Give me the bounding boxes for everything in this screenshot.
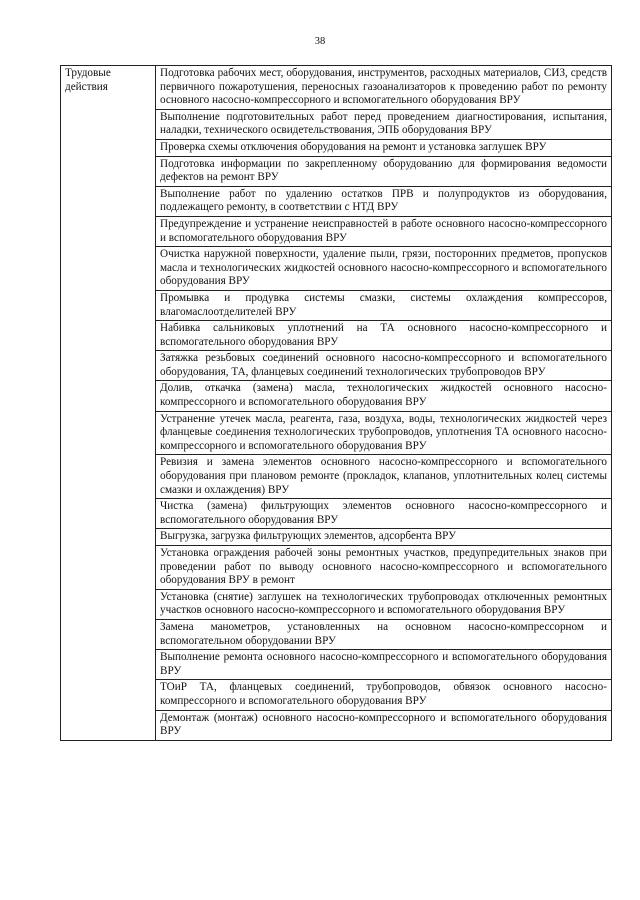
action-item: Предупреждение и устранение неисправностей в работе основного насосно-компрессорного и вспомогательного оборудования ВРУ — [156, 216, 612, 246]
action-item: Демонтаж (монтаж) основного насосно-компрессорного и вспомогательного оборудования ВРУ — [156, 710, 612, 740]
action-item: Выполнение ремонта основного насосно-компрессорного и вспомогательного оборудования ВРУ — [156, 650, 612, 680]
action-item: Выгрузка, загрузка фильтрующих элементов, адсорбента ВРУ — [156, 529, 612, 546]
page-number: 38 — [314, 36, 326, 47]
action-item: Установка ограждения рабочей зоны ремонтных участков, предупредительных знаков при проведении работ по выводу основного насосно-компрессорного и вспомогательного оборудования ВРУ в ремонт — [156, 546, 612, 590]
action-item: Замена манометров, установленных на основном насосно-компрессорном и вспомогательном оборудовании ВРУ — [156, 619, 612, 649]
action-item: Долив, откачка (замена) масла, технологических жидкостей основного насосно-компрессорного и вспомогательного оборудования ВРУ — [156, 381, 612, 411]
action-item: Установка (снятие) заглушек на технологических трубопроводах отключенных ремонтных участков основного насосно-компрессорного и вспомогательного оборудования ВРУ — [156, 589, 612, 619]
action-item: Ревизия и замена элементов основного насосно-компрессорного и вспомогательного оборудования при плановом ремонте (прокладок, клапанов, уплотнительных колец системы смазки и охлаждения) ВРУ — [156, 455, 612, 499]
action-item: Промывка и продувка системы смазки, системы охлаждения компрессоров, влагомаслоотделителей ВРУ — [156, 290, 612, 320]
action-item: Затяжка резьбовых соединений основного насосно-компрессорного и вспомогательного оборудования, ТА, фланцевых соединений технологических трубопроводов ВРУ — [156, 351, 612, 381]
action-item: Подготовка рабочих мест, оборудования, инструментов, расходных материалов, СИЗ, средств первичного пожаротушения, переносных газоанализаторов к проведению работ по ремонту основного насосно-компрессорного и вспомогательного оборудования ВРУ — [156, 66, 612, 110]
table-row — [61, 66, 612, 110]
action-item: Выполнение подготовительных работ перед проведением диагностирования, испытания, наладки, технического освидетельствования, ЭПБ оборудования ВРУ — [156, 109, 612, 139]
labor-actions-table — [60, 65, 612, 741]
action-item: Устранение утечек масла, реагента, газа, воздуха, воды, технологических жидкостей через фланцевые соединения технологических трубопроводов, уплотнения ТА основного насосно-компрессорного и вспомогательного оборудования ВРУ — [156, 411, 612, 455]
action-item: Подготовка информации по закрепленному оборудованию для формирования ведомости дефектов на ремонт ВРУ — [156, 156, 612, 186]
action-item: ТОиР ТА, фланцевых соединений, трубопроводов, обвязок основного насосно-компрессорного и вспомогательного оборудования ВРУ — [156, 680, 612, 710]
section-label: Трудовые действия — [61, 66, 156, 741]
action-item: Чистка (замена) фильтрующих элементов основного насосно-компрессорного и вспомогательного оборудования ВРУ — [156, 499, 612, 529]
action-item: Очистка наружной поверхности, удаление пыли, грязи, посторонних предметов, пропусков масла и технологических жидкостей основного насосно-компрессорного и вспомогательного оборудования ВРУ — [156, 247, 612, 291]
action-item: Выполнение работ по удалению остатков ПРВ и полупродуктов из оборудования, подлежащего ремонту, в соответствии с НТД ВРУ — [156, 186, 612, 216]
action-item: Набивка сальниковых уплотнений на ТА основного насосно-компрессорного и вспомогательного оборудования ВРУ — [156, 321, 612, 351]
action-item: Проверка схемы отключения оборудования на ремонт и установка заглушек ВРУ — [156, 139, 612, 156]
